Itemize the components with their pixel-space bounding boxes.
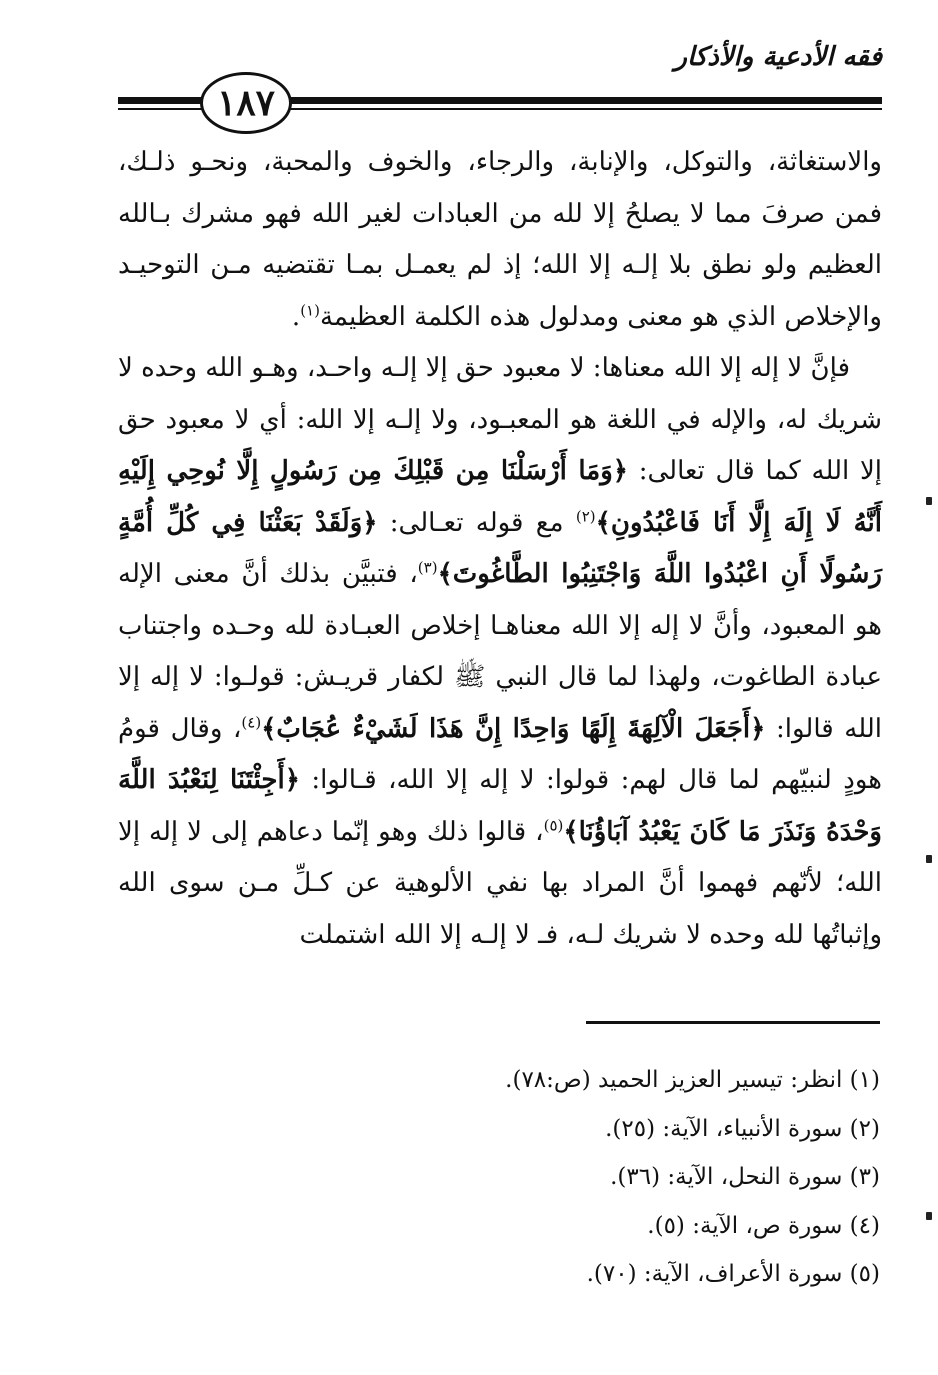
footnote-ref-4: (٤): [241, 712, 262, 731]
paragraph-2: [118, 343, 882, 961]
paragraph-1: [118, 137, 882, 343]
margin-mark: [926, 1212, 932, 1220]
footnote-5: (٥) سورة الأعراف، الآية: (٧٠).: [586, 1261, 880, 1287]
paragraph-2-text-a: فإنَّ لا إله إلا الله معناها: لا معبود حق إلا إلـه واحـد، وهـو الله وحده لا شريك له، والإله في اللغة هو المعبـود، ولا إلـه إلا الله: أي لا معبود حق إلا الله كما قال تعالى:: [118, 353, 882, 486]
paragraph-2-text-c: ، فتبيَّن بذلك أنَّ معنى الإله هو المعبود، وأنَّ لا إله إلا الله معناهـا إخلاص العبـادة لله وحـده واجتناب عبادة الطاغوت، ولهذا لما قال النبي ﷺ لكفار قريـش: قولـوا: لا إله إلا الله قالوا:: [118, 559, 882, 744]
margin-mark: [926, 855, 932, 863]
footnote-4: (٤) سورة ص، الآية: (٥).: [647, 1212, 880, 1239]
footnote-ref-1: (١): [300, 300, 320, 319]
quran-verse-4: ﴿أَجِئْتَنَا لِنَعْبُدَ اللَّهَ وَحْدَهُ وَنَذَرَ مَا كَانَ يَعْبُدُ آبَاؤُنَا﴾: [118, 765, 882, 847]
paragraph-1-text: والاستغاثة، والتوكل، والإنابة، والرجاء، والخوف والمحبة، ونحـو ذلـك، فمن صرفَ مما لا يصلحُ إلا لله من العبادات لغير الله فهو مشرك بـالله العظيم ولو نطق بلا إلـه إلا الله؛ إذ لم يعمـل بمـا تقتضيه مـن التوحيـد والإخلاص الذي هو معنى ومدلول هذه الكلمة العظيمة: [118, 147, 882, 332]
margin-mark: [926, 497, 932, 505]
footnote-ref-5: (٥): [543, 815, 564, 834]
running-title: فقه الأدعية والأذكار: [674, 42, 882, 72]
paragraph-2-text-e: ، قالوا ذلك وهو إنّما دعاهم إلى لا إله إلا الله؛ لأنّهم فهموا أنَّ المراد بها نفي الألوهية عن كـلِّ مـن سوى الله وإثباتُها لله وحده لا شريك لـه، فـ لا إلـه إلا الله اشتملت: [118, 816, 882, 950]
quran-verse-2: ﴿وَلَقَدْ بَعَثْنَا فِي كُلِّ أُمَّةٍ رَسُولًا أَنِ اعْبُدُوا اللَّهَ وَاجْتَنِبُوا الطَّاغُوتَ﴾: [118, 507, 882, 589]
footnote-1: (١) انظر: تيسير العزيز الحميد (ص:٧٨).: [505, 1067, 880, 1093]
main-text: [118, 137, 882, 961]
footnote-ref-3: (٣): [417, 558, 438, 577]
paragraph-2-text-b: مع قوله تعـالى:: [377, 507, 576, 538]
quran-verse-1: ﴿وَمَا أَرْسَلْنَا مِن قَبْلِكَ مِن رَسُولٍ إِلَّا نُوحِي إِلَيْهِ أَنَّهُ لَا إِلَهَ إِلَّا أَنَا فَاعْبُدُونِ﴾: [118, 456, 883, 538]
page-number: ١٨٧: [200, 72, 292, 134]
paragraph-1-end: .: [291, 301, 301, 332]
footnote-ref-2: (٢): [575, 506, 596, 525]
paragraph-2-text-d: ، وقال قومُ هودٍ لنبيّهم لما قال لهم: قولوا: لا إله إلا الله، قـالوا:: [118, 713, 883, 795]
footnote-3: (٣) سورة النحل، الآية: (٣٦).: [610, 1164, 880, 1190]
footnote-2: (٢) سورة الأنبياء، الآية: (٢٥).: [605, 1115, 880, 1142]
quran-verse-3: ﴿أَجَعَلَ الْآلِهَةَ إِلَهًا وَاحِدًا إِنَّ هَذَا لَشَيْءٌ عُجَابٌ﴾: [261, 713, 766, 744]
footnote-separator: [586, 1021, 880, 1024]
footnotes: [120, 1056, 880, 1299]
